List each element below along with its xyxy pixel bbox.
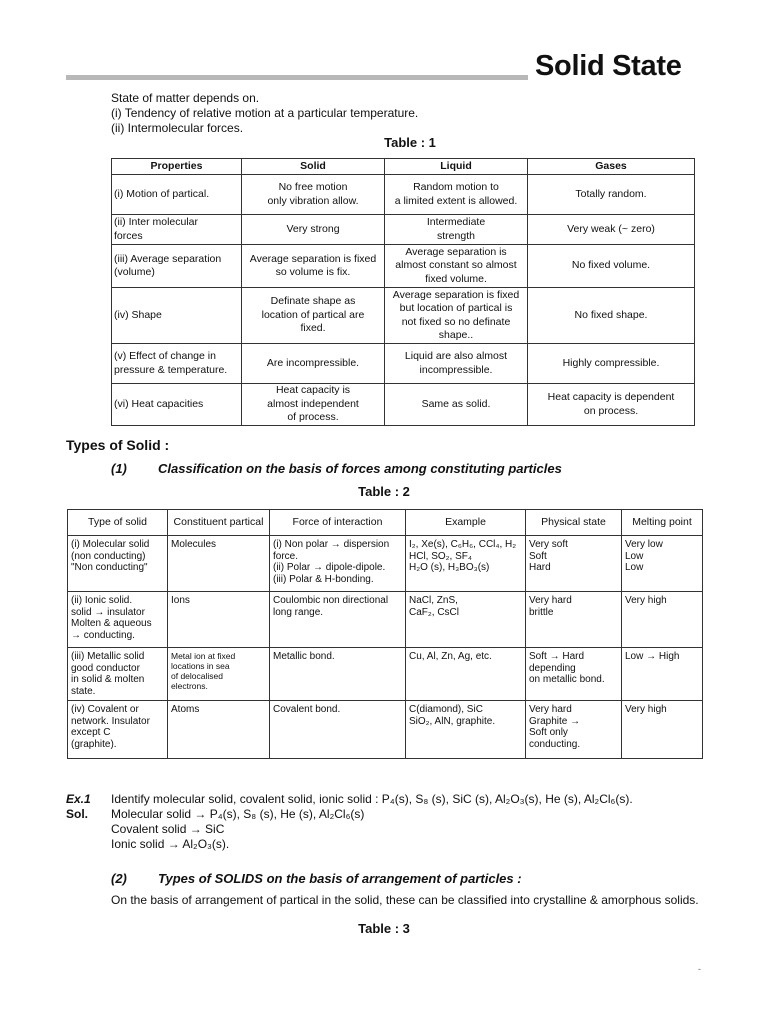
- table-cell: Very high: [622, 592, 703, 648]
- intro-line: State of matter depends on.: [111, 91, 260, 105]
- table2-header-row: [68, 510, 703, 536]
- table-cell: I₂, Xe(s), C₆H₆, CCl₄, H₂ HCl, SO₂, SF₄ H₂O (s), H₃BO₃(s): [406, 536, 526, 592]
- table-cell: Very hard Graphite → Soft only conducting.: [526, 701, 622, 759]
- page-title: Solid State: [535, 50, 682, 82]
- table-cell: Very high: [622, 701, 703, 759]
- table-cell: (iii) Metallic solid good conductor in solid & molten state.: [68, 648, 168, 701]
- table-cell: Metal ion at fixed locations in sea of delocalised electrons.: [168, 648, 270, 701]
- table2-header: Force of interaction: [270, 510, 406, 536]
- solution-row: [66, 807, 706, 822]
- table-cell: Ions: [168, 592, 270, 648]
- table-cell: (i) Motion of partical.: [112, 175, 242, 215]
- table-cell: (ii) Inter molecular forces: [112, 215, 242, 245]
- table-row: [112, 175, 695, 215]
- table-cell: (v) Effect of change in pressure & temperature.: [112, 344, 242, 384]
- table-cell: Average separation is fixed but location of partical is not fixed so no definate shape..: [385, 288, 528, 344]
- table-cell: Totally random.: [528, 175, 695, 215]
- example-label: Ex.1: [66, 792, 91, 806]
- solution-row: [66, 837, 706, 852]
- table-cell: (i) Non polar → dispersion force. (ii) Polar → dipole-dipole. (iii) Polar & H-bonding.: [270, 536, 406, 592]
- table-cell: Soft → Hard depending on metallic bond.: [526, 648, 622, 701]
- table-cell: Very hard brittle: [526, 592, 622, 648]
- types-of-solid-heading: Types of Solid :: [66, 437, 170, 453]
- table-cell: Atoms: [168, 701, 270, 759]
- table3-caption: Table : 3: [358, 921, 410, 936]
- table-cell: No fixed shape.: [528, 288, 695, 344]
- solution-line: Ionic solid → Al₂O₃(s).: [111, 837, 230, 851]
- example-question: Identify molecular solid, covalent solid, ionic solid : P₄(s), S₈ (s), SiC (s), Al₂O₃(s), He (s), Al₂Cl₆(s).: [111, 792, 633, 806]
- table-row: [112, 384, 695, 426]
- table-row: [112, 344, 695, 384]
- table-cell: Very strong: [242, 215, 385, 245]
- table-cell: Average separation is almost constant so almost fixed volume.: [385, 245, 528, 288]
- table-cell: Are incompressible.: [242, 344, 385, 384]
- table-cell: Average separation is fixed so volume is fix.: [242, 245, 385, 288]
- section1-number: (1): [111, 461, 127, 476]
- page-mark: -: [698, 964, 701, 974]
- table2-types-of-solid: [67, 509, 703, 759]
- table-cell: Covalent bond.: [270, 701, 406, 759]
- table-cell: Same as solid.: [385, 384, 528, 426]
- table1-header: Solid: [242, 159, 385, 175]
- table-cell: (vi) Heat capacities: [112, 384, 242, 426]
- section2-number: (2): [111, 871, 127, 886]
- table-cell: Very low Low Low: [622, 536, 703, 592]
- table-cell: Heat capacity is almost independent of process.: [242, 384, 385, 426]
- table-cell: Highly compressible.: [528, 344, 695, 384]
- table2-caption: Table : 2: [358, 484, 410, 499]
- table-cell: (ii) Ionic solid. solid → insulator Molten & aqueous → conducting.: [68, 592, 168, 648]
- table-cell: Molecules: [168, 536, 270, 592]
- intro-line: (ii) Intermolecular forces.: [111, 121, 244, 135]
- intro-text: [111, 91, 418, 136]
- table-cell: No free motion only vibration allow.: [242, 175, 385, 215]
- table-row: [68, 648, 703, 701]
- table2-header: Melting point: [622, 510, 703, 536]
- table-cell: Definate shape as location of partical are fixed.: [242, 288, 385, 344]
- table-cell: Metallic bond.: [270, 648, 406, 701]
- table2-header: Type of solid: [68, 510, 168, 536]
- table2-header: Constituent partical: [168, 510, 270, 536]
- solution-line: Covalent solid → SiC: [111, 822, 225, 836]
- example-1: [66, 792, 706, 852]
- table-cell: Coulombic non directional long range.: [270, 592, 406, 648]
- table1-header: Gases: [528, 159, 695, 175]
- table-row: [68, 701, 703, 759]
- table-cell: Very soft Soft Hard: [526, 536, 622, 592]
- solution-line: Molecular solid → P₄(s), S₈ (s), He (s), Al₂Cl₆(s): [111, 807, 365, 821]
- header-rule: [66, 75, 528, 80]
- table-cell: Heat capacity is dependent on process.: [528, 384, 695, 426]
- table-row: [112, 215, 695, 245]
- table2-header: Physical state: [526, 510, 622, 536]
- table-cell: Intermediate strength: [385, 215, 528, 245]
- table1-header: Liquid: [385, 159, 528, 175]
- intro-line: (i) Tendency of relative motion at a particular temperature.: [111, 106, 419, 120]
- section2-title: Types of SOLIDS on the basis of arrangement of particles :: [158, 871, 522, 886]
- table-cell: Liquid are also almost incompressible.: [385, 344, 528, 384]
- table1-caption: Table : 1: [384, 135, 436, 150]
- example-question-row: [66, 792, 706, 807]
- table-cell: Cu, Al, Zn, Ag, etc.: [406, 648, 526, 701]
- table-row: [112, 245, 695, 288]
- section2-paragraph: On the basis of arrangement of partical in the solid, these can be classified into crystalline & amorphous solids.: [111, 893, 699, 907]
- table-row: [68, 592, 703, 648]
- table-cell: Very weak (~ zero): [528, 215, 695, 245]
- table2-header: Example: [406, 510, 526, 536]
- table-cell: (iv) Covalent or network. Insulator except C (graphite).: [68, 701, 168, 759]
- solution-row: [66, 822, 706, 837]
- solution-label: Sol.: [66, 807, 89, 821]
- table-cell: (i) Molecular solid (non conducting) "Non conducting": [68, 536, 168, 592]
- table-row: [68, 536, 703, 592]
- table1-header: Properties: [112, 159, 242, 175]
- section1-title: Classification on the basis of forces among constituting particles: [158, 461, 562, 476]
- table-cell: NaCl, ZnS, CaF₂, CsCl: [406, 592, 526, 648]
- table-cell: (iii) Average separation (volume): [112, 245, 242, 288]
- table-cell: (iv) Shape: [112, 288, 242, 344]
- table1-header-row: [112, 159, 695, 175]
- table1-states-of-matter: [111, 158, 695, 426]
- table-cell: Low → High: [622, 648, 703, 701]
- table-row: [112, 288, 695, 344]
- table-cell: No fixed volume.: [528, 245, 695, 288]
- table-cell: Random motion to a limited extent is allowed.: [385, 175, 528, 215]
- table-cell: C(diamond), SiC SiO₂, AlN, graphite.: [406, 701, 526, 759]
